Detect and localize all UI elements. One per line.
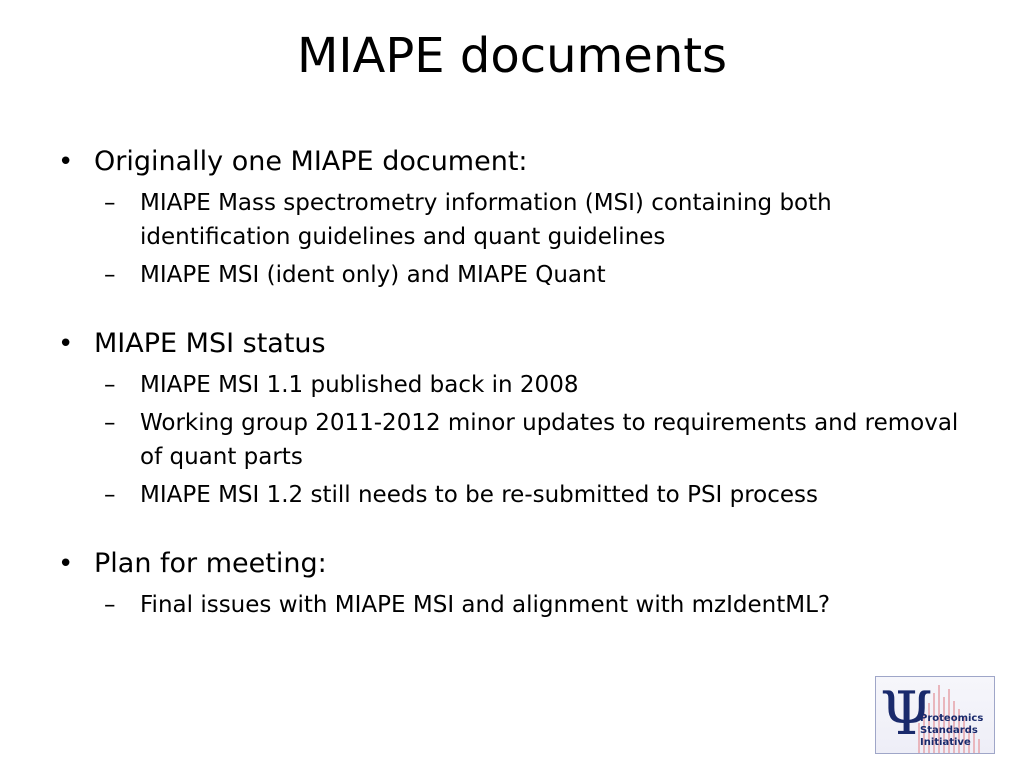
dash-icon: – <box>104 372 116 398</box>
slide-body <box>58 142 978 622</box>
slide-title: MIAPE documents <box>296 28 728 84</box>
bullet-text: Originally one MIAPE document: <box>94 146 528 177</box>
sub-list <box>94 186 978 292</box>
bullet-icon: • <box>58 329 74 359</box>
logo-line-1: Proteomics <box>920 713 984 724</box>
sub-item <box>94 258 978 292</box>
sub-item <box>94 406 978 474</box>
dash-icon: – <box>104 482 116 508</box>
psi-logo <box>875 676 995 754</box>
bullet-item <box>58 142 978 292</box>
bullet-text: Plan for meeting: <box>94 548 327 579</box>
sub-list <box>94 588 978 622</box>
bullet-icon: • <box>58 147 74 177</box>
dash-icon: – <box>104 262 116 288</box>
bullet-text: MIAPE MSI status <box>94 328 326 359</box>
sub-item <box>94 478 978 512</box>
sub-text: MIAPE MSI (ident only) and MIAPE Quant <box>140 262 606 288</box>
dash-icon: – <box>104 190 116 216</box>
dash-icon: – <box>104 592 116 618</box>
sub-text: MIAPE MSI 1.2 still needs to be re-submitted to PSI process <box>140 482 819 508</box>
sub-item <box>94 588 840 622</box>
sub-text: MIAPE MSI 1.1 published back in 2008 <box>140 372 579 398</box>
psi-icon: Ψ <box>880 679 933 749</box>
sub-item <box>94 186 978 254</box>
bullet-item <box>58 544 978 622</box>
dash-icon: – <box>104 410 116 436</box>
sub-list <box>94 368 978 512</box>
sub-item <box>94 368 978 402</box>
sub-text: Final issues with MIAPE MSI and alignment with mzIdentML? <box>140 592 831 618</box>
logo-line-2: Standards <box>920 725 978 736</box>
sub-text: MIAPE Mass spectrometry information (MSI) containing both identification guidelines and quant guidelines <box>140 190 832 250</box>
bullet-item <box>58 324 978 512</box>
bullet-icon: • <box>58 549 74 579</box>
logo-line-3: Initiative <box>920 737 971 748</box>
sub-text: Working group 2011-2012 minor updates to requirements and removal of quant parts <box>140 410 959 470</box>
